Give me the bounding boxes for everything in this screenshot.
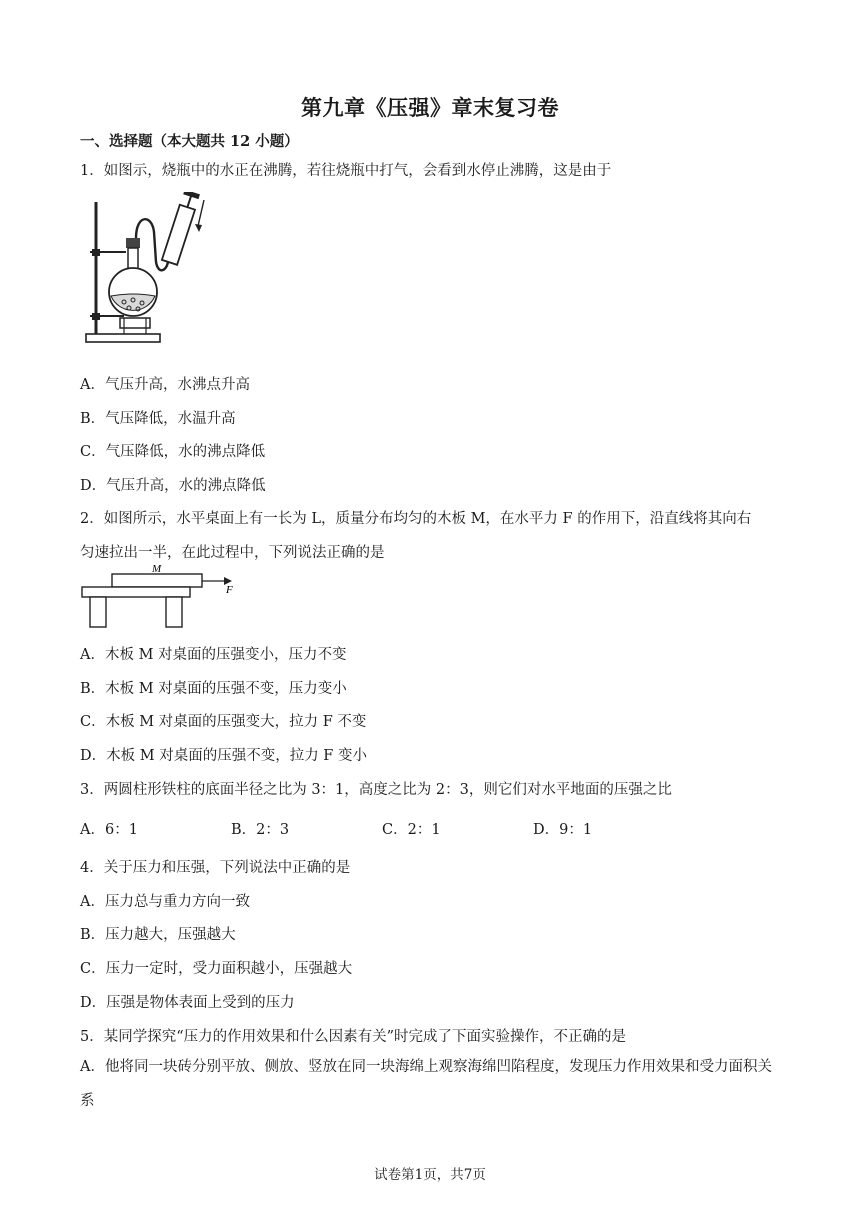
question-1-option-b: B．气压降低，水温升高	[80, 411, 236, 427]
question-2-option-b: B．木板 M 对桌面的压强不变，压力变小	[80, 681, 347, 697]
question-3-option-b: B．2：3	[231, 822, 290, 838]
question-4-option-d: D．压强是物体表面上受到的压力	[80, 995, 295, 1011]
question-1-option-c: C．气压降低，水的沸点降低	[80, 444, 266, 460]
question-2-stem-line1: 2．如图所示，水平桌面上有一长为 L，质量分布均匀的木板 M，在水平力 F 的作用下，沿直线将其向右	[80, 511, 752, 527]
question-3-stem: 3．两圆柱形铁柱的底面半径之比为 3：1，高度之比为 2：3，则它们对水平地面的压强之比	[80, 782, 672, 798]
page-footer: 试卷第1页，共7页	[374, 1167, 486, 1183]
question-2-option-a: A．木板 M 对桌面的压强变小，压力不变	[80, 647, 347, 663]
question-2-option-c: C．木板 M 对桌面的压强变大，拉力 F 不变	[80, 714, 367, 730]
question-1-option-a: A．气压升高，水沸点升高	[80, 377, 250, 393]
flask-pump-figure	[80, 192, 210, 352]
question-5-option-a: A．他将同一块砖分别平放、侧放、竖放在同一块海绵上观察海绵凹陷程度，发现压力作用效果和受力面积关系	[80, 1059, 772, 1109]
question-4-option-c: C．压力一定时，受力面积越小，压强越大	[80, 961, 353, 977]
question-4-option-b: B．压力越大，压强越大	[80, 927, 236, 943]
question-3-option-d: D．9：1	[533, 822, 593, 838]
question-1-stem: 1．如图示，烧瓶中的水正在沸腾，若往烧瓶中打气，会看到水停止沸腾，这是由于	[80, 163, 612, 179]
page-title: 第九章《压强》章末复习卷	[301, 95, 559, 120]
question-3-option-c: C．2：1	[382, 822, 441, 838]
question-5-stem: 5．某同学探究“压力的作用效果和什么因素有关”时完成了下面实验操作，不正确的是	[80, 1029, 627, 1045]
question-3-option-a: A．6：1	[80, 822, 138, 838]
force-label: F	[226, 584, 233, 596]
question-4-option-a: A．压力总与重力方向一致	[80, 894, 250, 910]
question-2-stem-line2: 匀速拉出一半，在此过程中，下列说法正确的是	[80, 545, 385, 561]
board-label: M	[152, 564, 162, 575]
section-heading: 一、选择题（本大题共 12 小题）	[80, 133, 299, 150]
board-on-table-figure	[78, 564, 238, 632]
question-4-stem: 4．关于压力和压强，下列说法中正确的是	[80, 860, 351, 876]
question-1-option-d: D．气压升高，水的沸点降低	[80, 478, 266, 494]
question-2-option-d: D．木板 M 对桌面的压强不变，拉力 F 变小	[80, 748, 367, 764]
